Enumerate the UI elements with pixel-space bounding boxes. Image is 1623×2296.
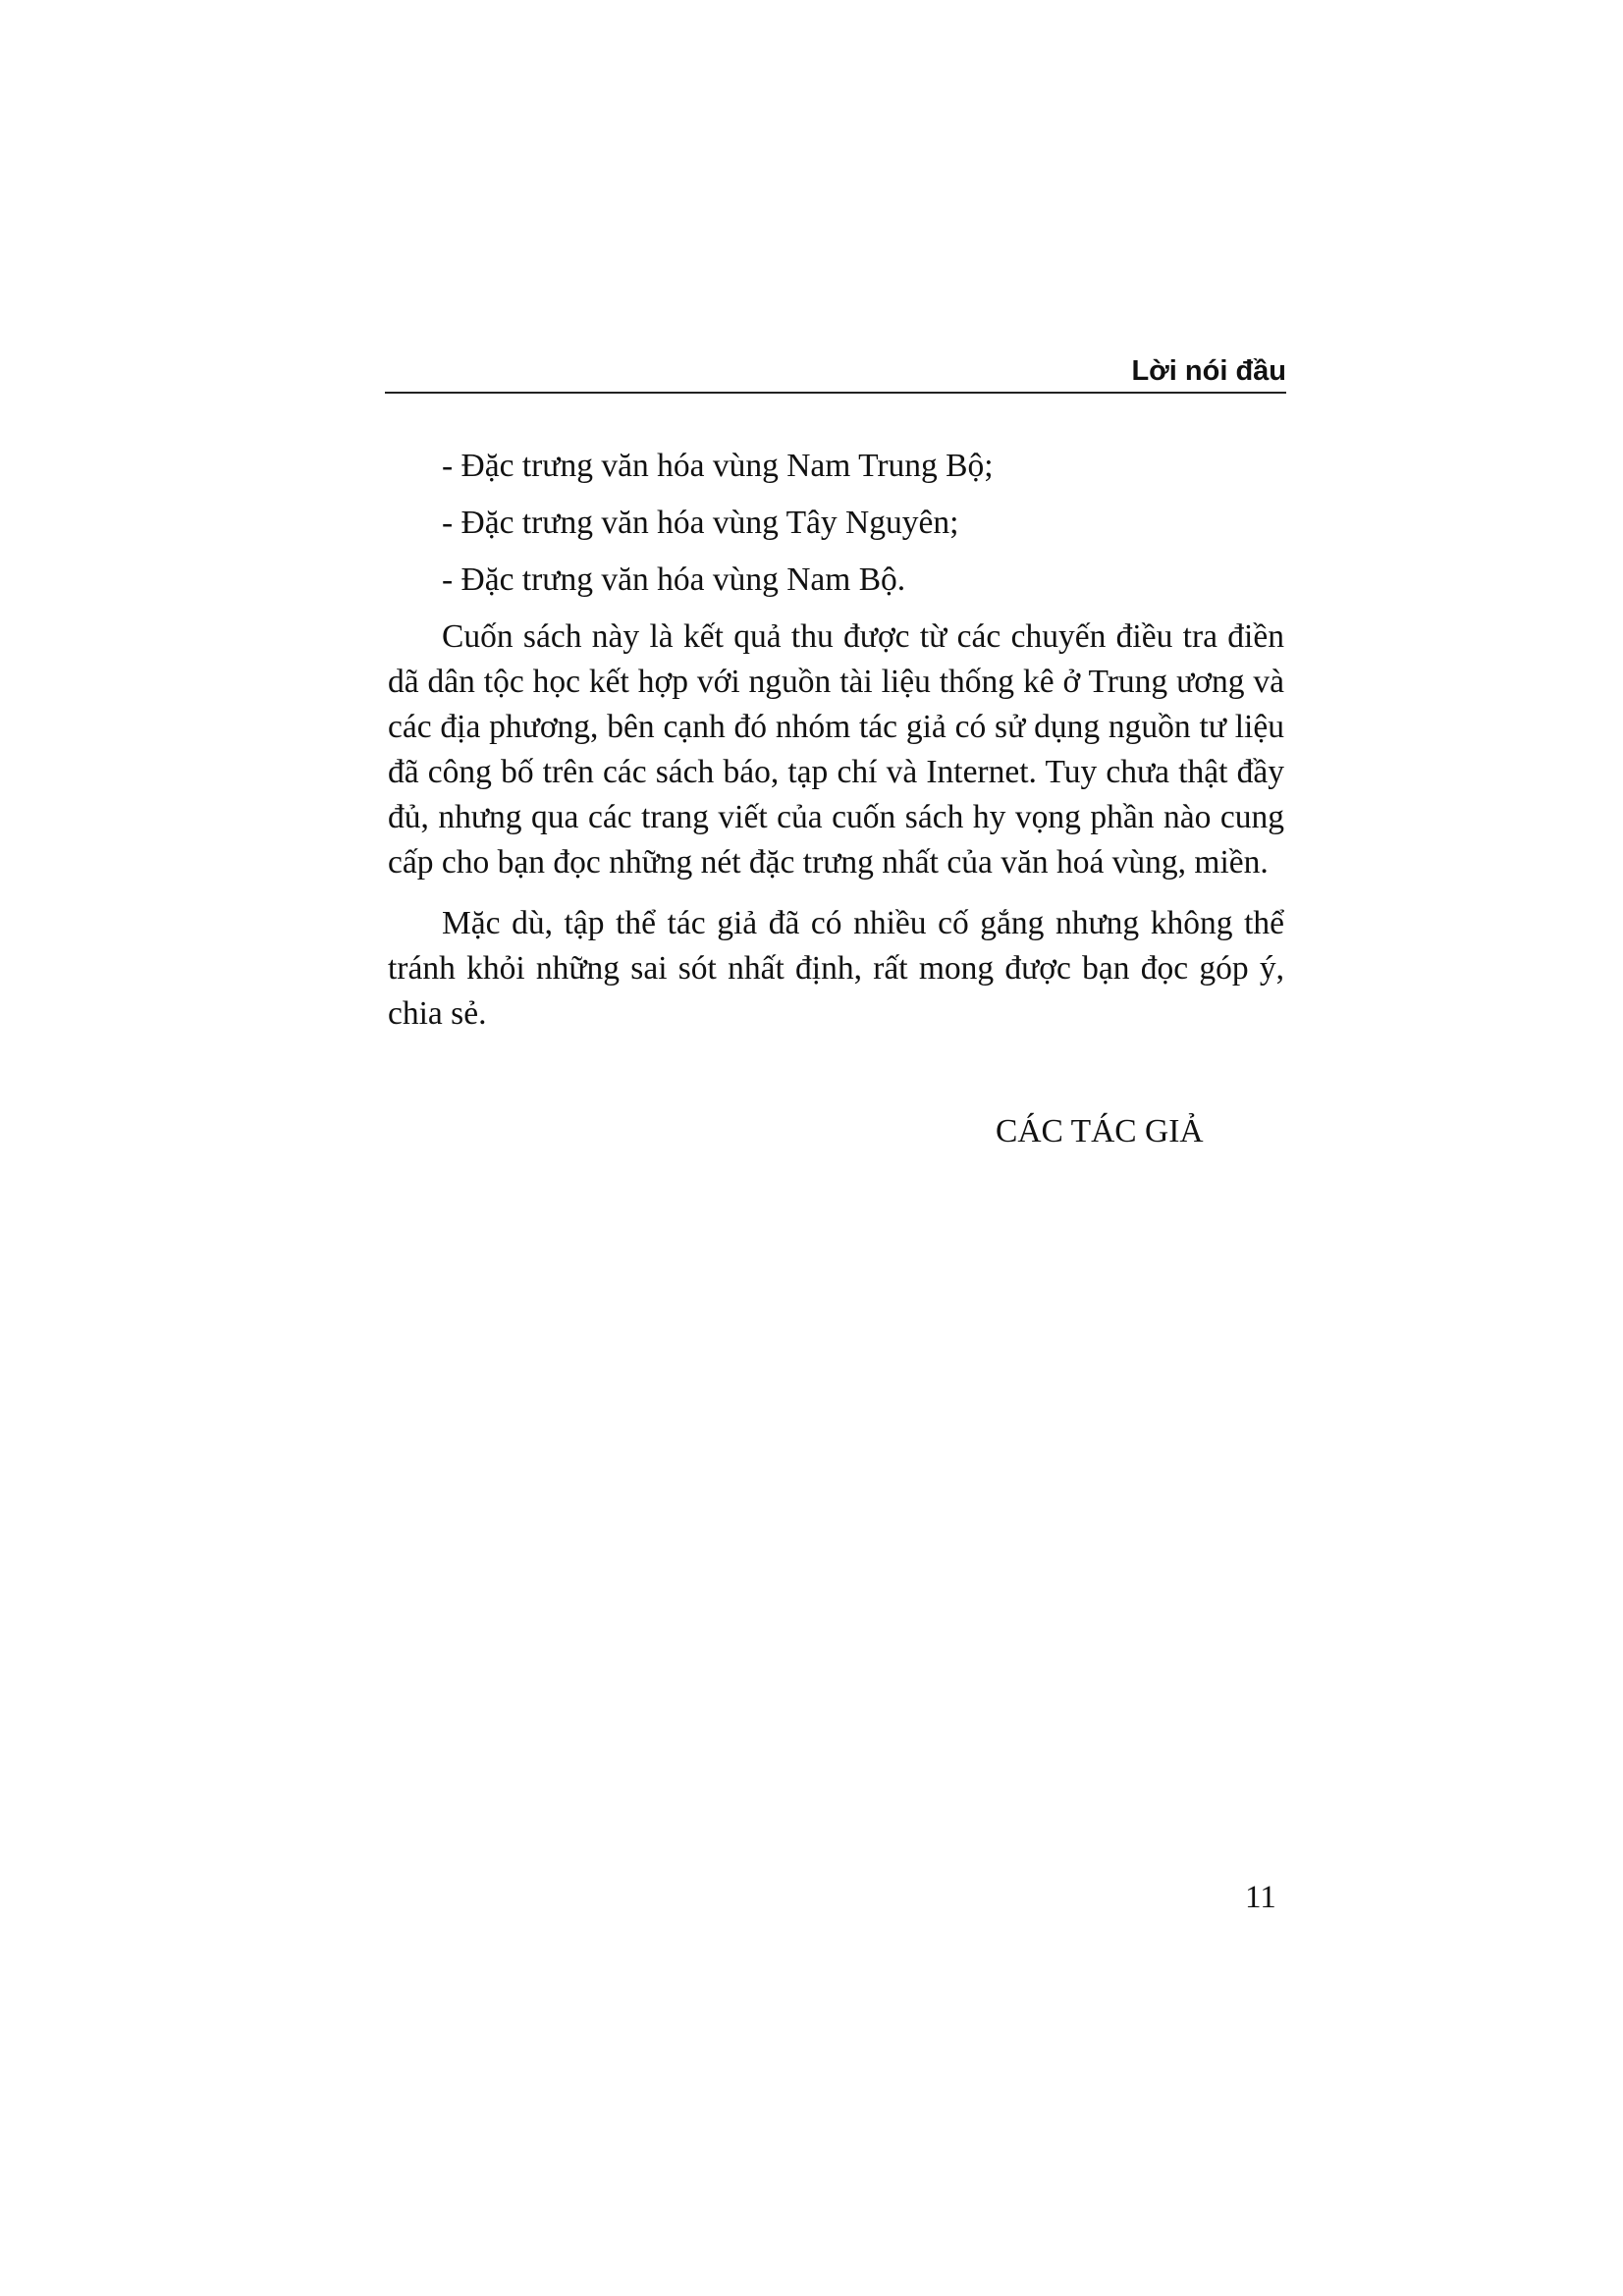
list-item: - Đặc trưng văn hóa vùng Nam Bộ. xyxy=(442,561,906,598)
page-content xyxy=(388,444,1284,1052)
body-paragraph: Mặc dù, tập thể tác giả đã có nhiều cố gắng nhưng không thể tránh khỏi những sai sót nhất định, rất mong được bạn đọc góp ý, chia sẻ. xyxy=(388,905,1284,1032)
header-rule xyxy=(385,392,1286,394)
list-item: - Đặc trưng văn hóa vùng Tây Nguyên; xyxy=(442,505,959,541)
body-paragraph: Cuốn sách này là kết quả thu được từ các chuyến điều tra điền dã dân tộc học kết hợp với nguồn tài liệu thống kê ở Trung ương và các địa phương, bên cạnh đó nhóm tác giả có sử dụng nguồn tư liệu đã công bố trên các sách báo, tạp chí và Internet. Tuy chưa thật đầy đủ, nhưng qua các trang viết của cuốn sách hy vọng phần nào cung cấp cho bạn đọc những nét đặc trưng nhất của văn hoá vùng, miền. xyxy=(388,618,1284,881)
running-header xyxy=(385,351,1286,391)
signature: CÁC TÁC GIẢ xyxy=(996,1113,1204,1149)
section-title: Lời nói đầu xyxy=(1131,355,1286,387)
page-number: 11 xyxy=(1245,1880,1276,1915)
region-list xyxy=(388,444,1284,603)
list-item: - Đặc trưng văn hóa vùng Nam Trung Bộ; xyxy=(442,448,994,484)
